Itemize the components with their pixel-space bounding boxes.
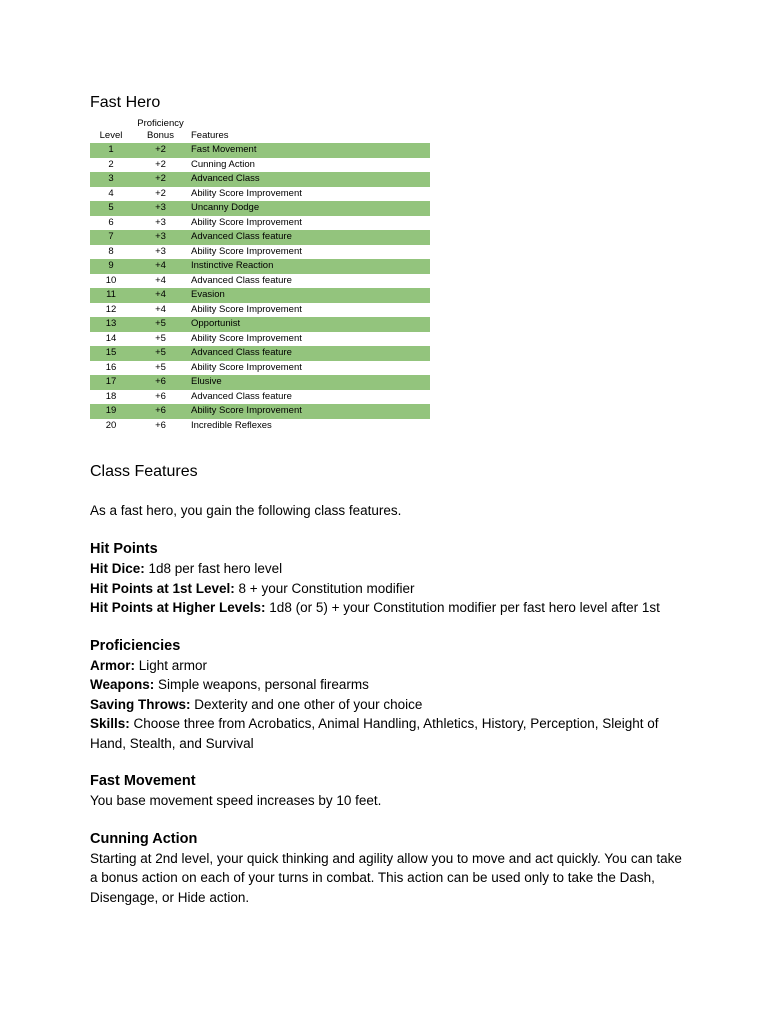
table-row: [90, 390, 430, 405]
table-row: [90, 317, 430, 332]
proficiency-bonus-cell: +5: [132, 317, 189, 332]
proficiency-bonus-cell: +3: [155, 245, 166, 257]
level-cell: 8: [108, 245, 114, 257]
level-cell: 12: [105, 303, 117, 315]
weapons-label: Weapons:: [90, 677, 155, 692]
proficiency-bonus-cell: +3: [132, 230, 189, 245]
hit-points-heading: Hit Points: [90, 541, 158, 557]
level-cell: 13: [90, 317, 132, 332]
feature-cell: Ability Score Improvement: [191, 187, 302, 199]
table-row: [90, 332, 430, 347]
feature-cell: Elusive: [189, 375, 430, 390]
proficiency-bonus-cell: +6: [132, 375, 189, 390]
table-row: [90, 419, 430, 434]
table-row: [90, 259, 430, 274]
table-row: [90, 346, 430, 361]
level-cell: 16: [105, 361, 117, 373]
hp-higher-levels-label: Hit Points at Higher Levels:: [90, 600, 266, 615]
hp-first-level-line: [90, 579, 690, 599]
cunning-action-section: [90, 829, 690, 908]
fast-movement-heading: Fast Movement: [90, 773, 196, 789]
saving-throws-label: Saving Throws:: [90, 696, 191, 712]
table-row: [90, 158, 430, 173]
fast-movement-section: [90, 771, 690, 811]
feature-cell: Incredible Reflexes: [191, 419, 272, 431]
hp-first-level-label: Hit Points at 1st Level:: [90, 580, 235, 596]
saving-throws-text: Dexterity and one other of your choice: [190, 696, 423, 712]
saving-throws-line: [90, 695, 690, 715]
fast-movement-text: You base movement speed increases by 10 feet.: [90, 793, 382, 808]
table-row: [90, 375, 430, 390]
armor-label: Armor:: [90, 657, 136, 673]
level-cell: 14: [105, 332, 117, 344]
feature-cell: Instinctive Reaction: [189, 259, 430, 274]
feature-cell: Advanced Class: [189, 172, 430, 187]
skills-label: Skills:: [90, 716, 130, 731]
level-cell: 20: [105, 419, 117, 431]
proficiency-bonus-cell: +2: [132, 143, 189, 158]
table-row: [90, 361, 430, 376]
table-row: [90, 274, 430, 289]
page-title: Fast Hero: [90, 94, 161, 111]
table-row: [90, 404, 430, 419]
level-cell: 10: [105, 274, 117, 286]
proficiency-bonus-cell: +5: [155, 361, 166, 373]
feature-cell: Advanced Class feature: [189, 346, 430, 361]
weapons-text: Simple weapons, personal firearms: [154, 677, 369, 692]
hit-dice-label: Hit Dice:: [90, 561, 145, 576]
table-row: [90, 143, 430, 158]
hit-dice-text: 1d8 per fast hero level: [144, 561, 283, 576]
cunning-action-text: Starting at 2nd level, your quick thinking and agility allow you to move and act quickly. You can take a bonus action on each of your turns in combat. This action can be used only to take the Dash, Disengage, or Hide action.: [90, 850, 682, 905]
hp-higher-levels-line: [90, 598, 690, 618]
proficiency-bonus-cell: +2: [132, 172, 189, 187]
table-row: [90, 172, 430, 187]
weapons-line: [90, 675, 690, 695]
proficiency-bonus-cell: +4: [132, 288, 189, 303]
feature-cell: Ability Score Improvement: [191, 361, 302, 373]
proficiency-bonus-cell: +5: [132, 346, 189, 361]
feature-cell: Ability Score Improvement: [191, 245, 302, 257]
proficiency-bonus-cell: +6: [132, 404, 189, 419]
armor-text: Light armor: [135, 657, 208, 673]
level-cell: 5: [90, 201, 132, 216]
document-page: [90, 92, 690, 907]
table-row: [90, 216, 430, 231]
skills-text: Choose three from Acrobatics, Animal Handling, Athletics, History, Perception, Sleight of Hand, Stealth, and Survival: [90, 716, 659, 751]
level-cell: 4: [108, 187, 114, 199]
class-features-intro: As a fast hero, you gain the following class features.: [90, 503, 402, 518]
proficiency-bonus-cell: +3: [155, 216, 166, 228]
level-table: [90, 118, 430, 433]
header-features: Features: [191, 130, 229, 141]
hit-dice-line: [90, 559, 690, 579]
level-cell: 7: [90, 230, 132, 245]
feature-cell: Uncanny Dodge: [189, 201, 430, 216]
level-cell: 11: [90, 288, 132, 303]
proficiencies-section: [90, 636, 690, 754]
level-cell: 6: [108, 216, 114, 228]
table-row: [90, 245, 430, 260]
level-cell: 18: [105, 390, 117, 402]
table-row: [90, 187, 430, 202]
level-cell: 9: [90, 259, 132, 274]
proficiency-bonus-cell: +6: [155, 390, 166, 402]
feature-cell: Advanced Class feature: [191, 390, 292, 402]
level-cell: 3: [90, 172, 132, 187]
hp-first-level-text: 8 + your Constitution modifier: [234, 580, 415, 596]
table-header-row: [90, 118, 430, 143]
table-row: [90, 303, 430, 318]
feature-cell: Advanced Class feature: [191, 274, 292, 286]
level-cell: 1: [90, 143, 132, 158]
cunning-action-heading: Cunning Action: [90, 830, 198, 847]
proficiency-bonus-cell: +4: [155, 274, 166, 286]
table-row: [90, 230, 430, 245]
proficiencies-heading: Proficiencies: [90, 637, 181, 654]
proficiency-bonus-cell: +2: [155, 158, 166, 170]
armor-line: [90, 656, 690, 676]
level-cell: 15: [90, 346, 132, 361]
header-level: Level: [99, 130, 123, 141]
table-row: [90, 201, 430, 216]
hp-higher-levels-text: 1d8 (or 5) + your Constitution modifier per fast hero level after 1st: [265, 600, 660, 615]
class-features-heading: Class Features: [90, 463, 198, 480]
proficiency-bonus-cell: +4: [132, 259, 189, 274]
feature-cell: Evasion: [189, 288, 430, 303]
feature-cell: Advanced Class feature: [189, 230, 430, 245]
proficiency-bonus-cell: +2: [155, 187, 166, 199]
proficiency-bonus-cell: +4: [155, 303, 166, 315]
table-row: [90, 288, 430, 303]
skills-line: [90, 714, 690, 753]
level-cell: 17: [90, 375, 132, 390]
feature-cell: Fast Movement: [189, 143, 430, 158]
feature-cell: Cunning Action: [191, 158, 255, 170]
feature-cell: Opportunist: [189, 317, 430, 332]
table-body: [90, 143, 430, 433]
level-cell: 2: [108, 158, 114, 170]
level-cell: 19: [90, 404, 132, 419]
header-proficiency-bonus: Proficiency Bonus: [137, 118, 184, 141]
feature-cell: Ability Score Improvement: [191, 216, 302, 228]
hit-points-section: [90, 539, 690, 618]
feature-cell: Ability Score Improvement: [191, 303, 302, 315]
feature-cell: Ability Score Improvement: [189, 404, 430, 419]
proficiency-bonus-cell: +6: [155, 419, 166, 431]
feature-cell: Ability Score Improvement: [191, 332, 302, 344]
proficiency-bonus-cell: +5: [155, 332, 166, 344]
proficiency-bonus-cell: +3: [132, 201, 189, 216]
